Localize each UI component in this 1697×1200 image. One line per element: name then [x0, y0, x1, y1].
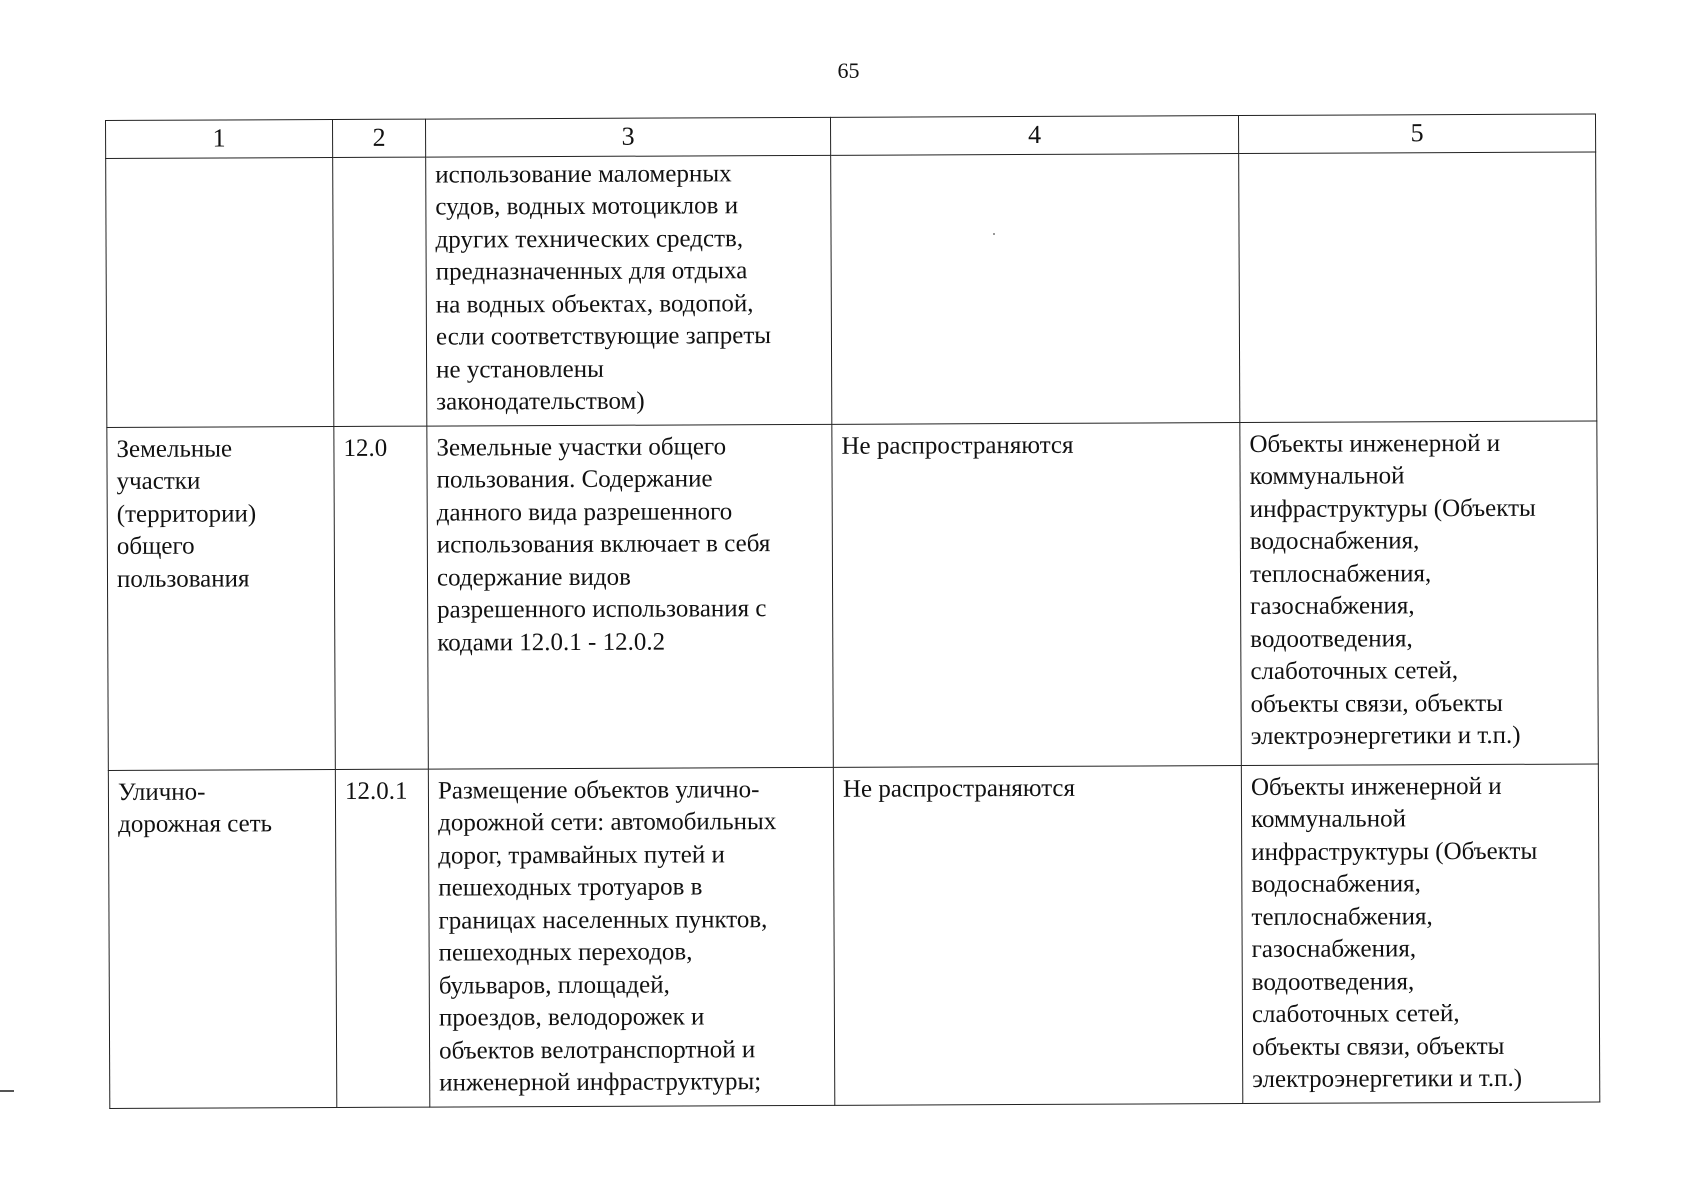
cell-description: Земельные участки общего пользования. Содержание данного вида разрешенного использования включает в себя содержание видов разрешенного использования с кодами 12.0.1 - 12.0.2	[427, 424, 833, 769]
cell-code	[333, 157, 427, 426]
column-header-1: 1	[106, 120, 333, 158]
column-header-4: 4	[830, 116, 1238, 155]
scan-margin-mark	[0, 1090, 14, 1092]
column-header-5: 5	[1238, 114, 1595, 153]
land-use-table	[105, 113, 1600, 1108]
cell-restrictions: Не распространяются	[833, 765, 1242, 1105]
cell-description: Размещение объектов улично- дорожной сети: автомобильных дорог, трамвайных путей и пешеходных тротуаров в границах населенных пунктов, пешеходных переходов, бульваров, площадей, проездов, велодорожек и объектов велотранспортной и инженерной инфраструктуры;	[428, 767, 834, 1107]
cell-code: 12.0.1	[335, 769, 429, 1107]
table-row	[106, 151, 1597, 426]
page-number: 65	[837, 58, 860, 83]
cell-description: использование маломерных судов, водных мотоциклов и других технических средств, предназначенных для отдыха на водных объектах, водопой, если соответствующие запреты не установлены законодательством)	[426, 155, 832, 426]
cell-name	[106, 157, 334, 427]
table-header-row	[106, 114, 1596, 158]
column-header-2: 2	[333, 119, 426, 157]
cell-name: Земельные участки (территории) общего пользования	[107, 426, 335, 770]
cell-restrictions: Не распространяются	[832, 422, 1241, 767]
cell-name: Улично- дорожная сеть	[108, 769, 336, 1108]
table-row	[108, 763, 1599, 1107]
cell-auxiliary-uses: Объекты инженерной и коммунальной инфраструктуры (Объекты водоснабжения, теплоснабжения, газоснабжения, водоотведения, слаботочных сетей, объекты связи, объекты электроэнергетики и т.п.)	[1240, 420, 1598, 765]
cell-code: 12.0	[334, 426, 428, 769]
column-header-3: 3	[425, 117, 830, 156]
cell-auxiliary-uses	[1239, 151, 1597, 422]
scan-speck	[993, 233, 995, 235]
table-row	[107, 420, 1598, 769]
cell-restrictions	[831, 153, 1240, 424]
cell-auxiliary-uses: Объекты инженерной и коммунальной инфраструктуры (Объекты водоснабжения, теплоснабжения, газоснабжения, водоотведения, слаботочных сетей, объекты связи, объекты электроэнергетики и т.п.)	[1241, 763, 1599, 1103]
